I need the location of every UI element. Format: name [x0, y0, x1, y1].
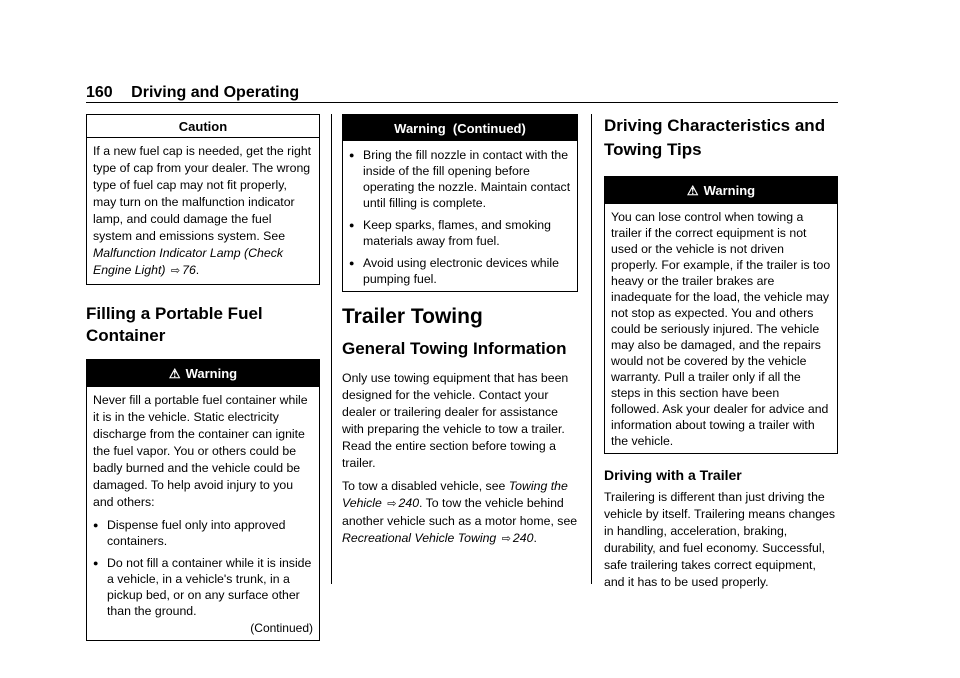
- page-number: 160: [86, 84, 113, 101]
- caution-box: [86, 114, 320, 285]
- column-divider: [331, 114, 332, 584]
- warning-title: ⚠ Warning: [605, 177, 837, 204]
- column-3: [604, 114, 838, 597]
- warning-box: [86, 359, 320, 641]
- caution-ref-link[interactable]: Malfunction Indicator Lamp (Check Engine Light): [93, 246, 284, 277]
- warning-continued-title: Warning (Continued): [343, 115, 577, 141]
- continued-label: (Continued): [250, 621, 313, 635]
- caution-text: If a new fuel cap is needed, get the right type of cap from your dealer. The wrong type of fuel cap may not fit properly, may turn on the malfunction indicator lamp, and could damage the fuel system and emissions system. See Malfunction Indicator Lamp (Check Engine Light) ⇨ 76.: [93, 144, 312, 277]
- paragraph: Only use towing equipment that has been designed for the vehicle. Contact your dealer or trailering dealer for assistance with preparing the vehicle to tow a trailer. Read the entire section before towing a trailer.: [342, 371, 569, 470]
- towing-ref-link[interactable]: Towing the Vehicle: [342, 479, 568, 510]
- paragraph: Trailering is different than just driving the vehicle by itself. Trailering means changes in handling, acceleration, braking, durability, and fuel economy. Successful, safe trailering takes correct equipment, and it has to be used properly.: [604, 490, 836, 589]
- column-1: [86, 114, 320, 641]
- warning-text: Never fill a portable fuel container while it is in the vehicle. Static electricity discharge from the container can ignite the fuel vapor. You or others could be badly burned and the vehicle could be damaged. To help avoid injury to you and others:: [93, 393, 308, 509]
- warning-text: You can lose control when towing a trailer if the correct equipment is not used or the vehicle is not driven properly. For example, if the trailer is too heavy or the trailer brakes are inadequate for the load, the vehicle may not stop as expected. You and others could be seriously injured. The vehicle may also be damaged, and the repairs would not be covered by the vehicle warranty. Pull a trailer only if all the steps in this section have been followed. Ask your dealer for advice and information about towing a trailer with the vehicle.: [611, 210, 831, 448]
- bullet-icon: ●: [93, 520, 99, 530]
- warning-title: ⚠ Warning: [87, 360, 319, 387]
- column-2: [342, 114, 578, 554]
- rv-towing-ref-page[interactable]: 240: [512, 531, 534, 545]
- column-divider: [591, 114, 592, 584]
- list-item: ● Bring the fill nozzle in contact with the inside of the fill opening before operating the nozzle. Maintain contact until filling is complete.: [349, 148, 571, 210]
- warning-icon: ⚠: [168, 366, 181, 381]
- page-header: [86, 82, 838, 104]
- header-rule: [86, 102, 838, 103]
- list-item: ● Do not fill a container while it is inside a vehicle, in a vehicle's trunk, in a pickup bed, or on any surface other than the ground.: [93, 556, 312, 618]
- list-item: ● Avoid using electronic devices while pumping fuel.: [349, 256, 559, 286]
- caution-ref-page[interactable]: 76: [182, 263, 196, 277]
- page-ref-arrow-icon: ⇨: [387, 498, 397, 510]
- towing-ref-page[interactable]: 240: [398, 496, 420, 510]
- chapter-heading: Trailer Towing: [342, 305, 483, 328]
- bullet-icon: ●: [349, 258, 355, 268]
- caution-title: Caution: [87, 115, 319, 138]
- section-heading: Filling a Portable Fuel Container: [86, 304, 263, 345]
- warning-box: [604, 176, 838, 454]
- page-ref-arrow-icon: ⇨: [501, 533, 511, 545]
- bullet-icon: ●: [349, 150, 355, 160]
- section-title: Driving and Operating: [131, 84, 300, 101]
- paragraph: To tow a disabled vehicle, see Towing the Vehicle ⇨ 240. To tow the vehicle behind another vehicle such as a motor home, see Recreational Vehicle Towing ⇨ 240.: [342, 479, 578, 545]
- section-heading: Driving Characteristics and Towing Tips: [604, 116, 826, 159]
- warning-continued-box: [342, 114, 578, 292]
- bullet-icon: ●: [93, 558, 99, 568]
- list-item: ● Keep sparks, flames, and smoking materials away from fuel.: [349, 218, 551, 248]
- rv-towing-ref-link[interactable]: Recreational Vehicle Towing: [342, 531, 497, 545]
- list-item: ● Dispense fuel only into approved containers.: [93, 518, 286, 548]
- bullet-icon: ●: [349, 220, 355, 230]
- warning-icon: ⚠: [686, 183, 699, 198]
- page-ref-arrow-icon: ⇨: [170, 265, 181, 277]
- subsection-heading: Driving with a Trailer: [604, 467, 742, 483]
- section-heading: General Towing Information: [342, 339, 567, 358]
